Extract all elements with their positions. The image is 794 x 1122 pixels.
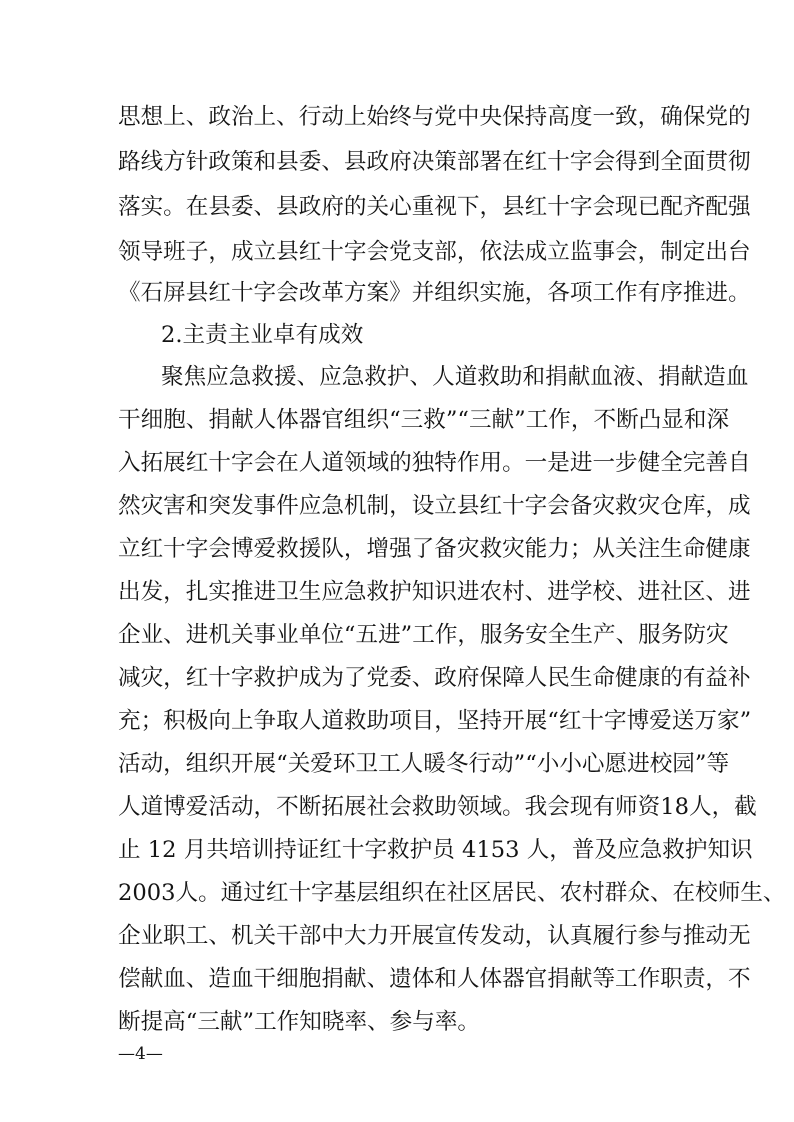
body-line-16: 活动，组织开展“关爱环卫工人暖冬行动”“小小心愿进校园”等 — [118, 751, 730, 777]
body-line-20: 企业职工、机关干部中大力开展宣传发动，认真履行参与推动无 — [118, 923, 751, 949]
body-line-4: 领导班子，成立县红十字会党支部，依法成立监事会，制定出台 — [118, 239, 751, 265]
body-line-14: 减灾，红十字救护成为了党委、政府保障人民生命健康的有益补 — [118, 665, 751, 691]
body-line-7: 聚焦应急救援、应急救护、人道救助和捐献血液、捐献造血 — [161, 364, 749, 390]
body-line-10: 然灾害和突发事件应急机制，设立县红十字会备灾救灾仓库，成 — [118, 493, 751, 519]
page-number: —4— — [118, 1044, 163, 1064]
body-line-13: 企业、进机关事业单位“五进”工作，服务安全生产、服务防灾 — [118, 622, 729, 648]
body-line-22: 断提高“三献”工作知晓率、参与率。 — [118, 1009, 481, 1035]
body-line-8: 干细胞、捐献人体器官组织“三救”“三献”工作，不断凸显和深 — [118, 407, 730, 433]
body-line-21: 偿献血、造血干细胞捐献、遗体和人体器官捐献等工作职责，不 — [118, 966, 751, 992]
body-line-18: 止 12 月共培训持证红十字救护员 4153 人，普及应急救护知识 — [118, 837, 753, 863]
body-line-15: 充；积极向上争取人道救助项目，坚持开展“红十字博爱送万家” — [118, 708, 752, 734]
body-line-9: 入拓展红十字会在人道领域的独特作用。一是进一步健全完善自 — [118, 450, 751, 476]
body-line-3: 落实。在县委、县政府的关心重视下，县红十字会现已配齐配强 — [118, 194, 751, 220]
body-line-19: 2003人。通过红十字基层组织在社区居民、农村群众、在校师生、 — [118, 880, 786, 906]
section-heading: 2.主责主业卓有成效 — [161, 322, 364, 348]
body-line-2: 路线方针政策和县委、县政府决策部署在红十字会得到全面贯彻 — [118, 149, 751, 175]
body-line-11: 立红十字会博爱救援队，增强了备灾救灾能力；从关注生命健康 — [118, 536, 751, 562]
body-line-17: 人道博爱活动，不断拓展社会救助领域。我会现有师资18人，截 — [118, 794, 757, 820]
body-line-1: 思想上、政治上、行动上始终与党中央保持高度一致，确保党的 — [118, 104, 751, 130]
body-line-12: 出发，扎实推进卫生应急救护知识进农村、进学校、进社区、进 — [118, 579, 751, 605]
body-line-5: 《石屏县红十字会改革方案》并组织实施，各项工作有序推进。 — [118, 280, 751, 306]
